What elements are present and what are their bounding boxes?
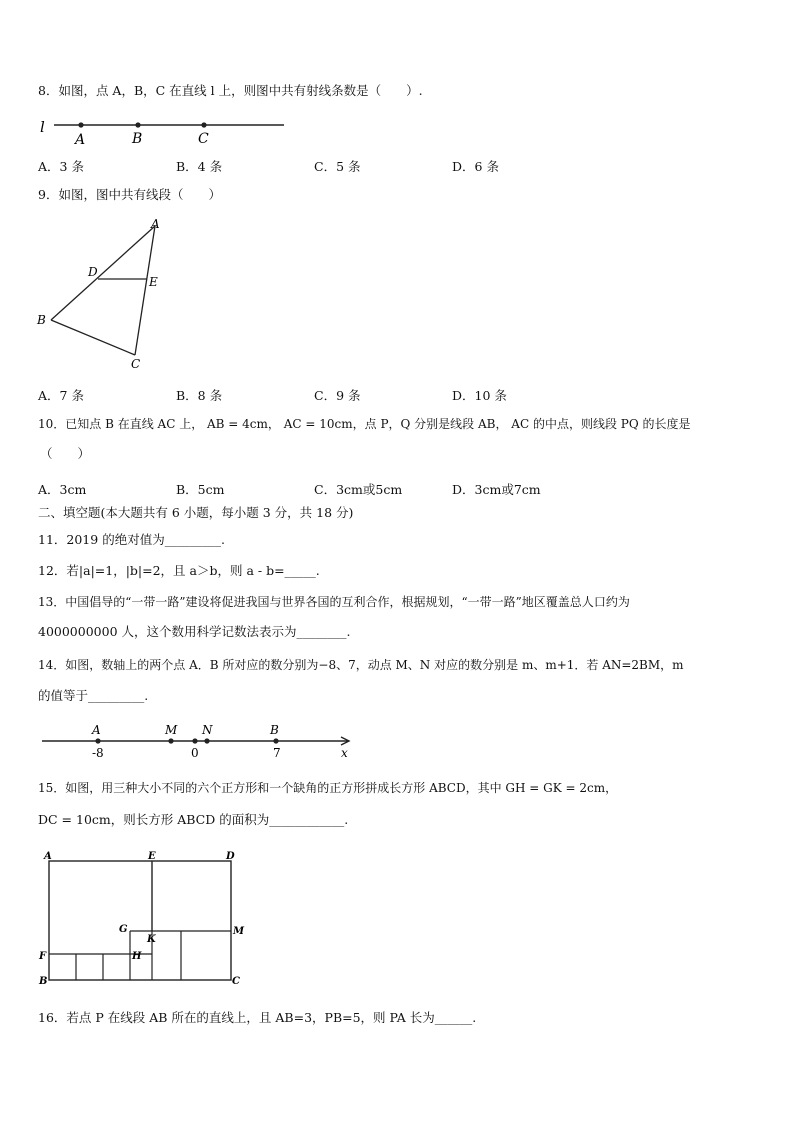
q9-option-b: B．8 条 — [176, 388, 223, 403]
q15-label-m: M — [233, 926, 245, 937]
q14-axis-x: x — [341, 746, 348, 760]
q15-label-a: A — [44, 851, 52, 862]
q9-figure — [30, 212, 180, 372]
q15-label-b: B — [39, 976, 48, 987]
section-2-heading: 二、填空题(本大题共有 6 小题，每小题 3 分，共 18 分) — [38, 505, 354, 520]
q8-point-c: C — [198, 131, 209, 147]
q8-option-d: D．6 条 — [452, 159, 499, 174]
q10-line1: 10．已知点 B 在直线 AC 上， AB = 4cm， AC = 10cm，点 P，Q 分别是线段 AB， AC 的中点，则线段 PQ 的长度是 — [38, 417, 691, 431]
q13-line1: 13．中国倡导的“一带一路”建设将促进我国与世界各国的互利合作，根据规划，“一带一路”地区覆盖总人口约为 — [38, 595, 630, 609]
q14-label-b: B — [270, 723, 279, 737]
q14-label-a: A — [92, 723, 101, 737]
q10-line2: （ ） — [40, 446, 91, 461]
q8-point-b: B — [132, 131, 143, 147]
q9-label-d: D — [88, 265, 98, 279]
q8-option-b: B．4 条 — [176, 159, 223, 174]
q8-point-a: A — [75, 132, 86, 148]
q10-option-a: A．3cm — [38, 482, 87, 497]
q9-label-e: E — [149, 275, 158, 289]
q14-label-n: N — [202, 723, 213, 737]
q15-label-e: E — [148, 851, 156, 862]
q14-tick-neg8: -8 — [92, 746, 104, 760]
q14-line2: 的值等于_________. — [38, 688, 149, 703]
q8-line-label: l — [40, 118, 45, 136]
q15-label-f: F — [39, 951, 47, 962]
q9-label-a: A — [151, 217, 160, 231]
q10-option-b: B．5cm — [176, 482, 225, 497]
q12-text: 12．若|a|=1，|b|=2，且 a＞b，则 a - b=_____. — [38, 563, 320, 578]
q9-option-c: C．9 条 — [314, 388, 361, 403]
q10-option-c: C．3cm或5cm — [314, 482, 403, 497]
q8-text: 8．如图，点 A，B，C 在直线 l 上，则图中共有射线条数是（ ）. — [38, 83, 423, 98]
q14-label-m: M — [165, 723, 178, 737]
q15-label-k: K — [147, 934, 156, 945]
q11-text: 11．2019 的绝对值为_________. — [38, 532, 225, 547]
q9-label-b: B — [37, 313, 46, 327]
q9-option-d: D．10 条 — [452, 388, 507, 403]
q15-label-c: C — [232, 976, 240, 987]
q15-figure — [34, 848, 254, 988]
q15-label-h: H — [132, 951, 142, 962]
q8-figure — [36, 112, 296, 148]
q8-option-a: A．3 条 — [38, 159, 84, 174]
q9-label-c: C — [131, 357, 141, 371]
q10-option-d: D．3cm或7cm — [452, 482, 541, 497]
q13-line2: 4000000000 人，这个数用科学记数法表示为________. — [38, 624, 351, 639]
q14-tick-0: 0 — [191, 746, 199, 760]
q15-line1: 15．如图，用三种大小不同的六个正方形和一个缺角的正方形拼成长方形 ABCD，其中 GH = GK = 2cm， — [38, 781, 618, 795]
q9-text: 9．如图，图中共有线段（ ） — [38, 187, 221, 202]
q16-text: 16．若点 P 在线段 AB 所在的直线上，且 AB=3，PB=5，则 PA 长为______. — [38, 1010, 477, 1025]
q9-option-a: A．7 条 — [38, 388, 84, 403]
q15-label-g: G — [119, 924, 128, 935]
q15-label-d: D — [226, 851, 235, 862]
q8-option-c: C．5 条 — [314, 159, 361, 174]
q14-line1: 14．如图，数轴上的两个点 A．B 所对应的数分别为−8、7，动点 M、N 对应的数分别是 m、m+1．若 AN=2BM，m — [38, 658, 684, 672]
q15-line2: DC = 10cm，则长方形 ABCD 的面积为____________. — [38, 812, 349, 827]
q14-tick-7: 7 — [273, 746, 281, 760]
q14-number-line — [36, 718, 366, 762]
